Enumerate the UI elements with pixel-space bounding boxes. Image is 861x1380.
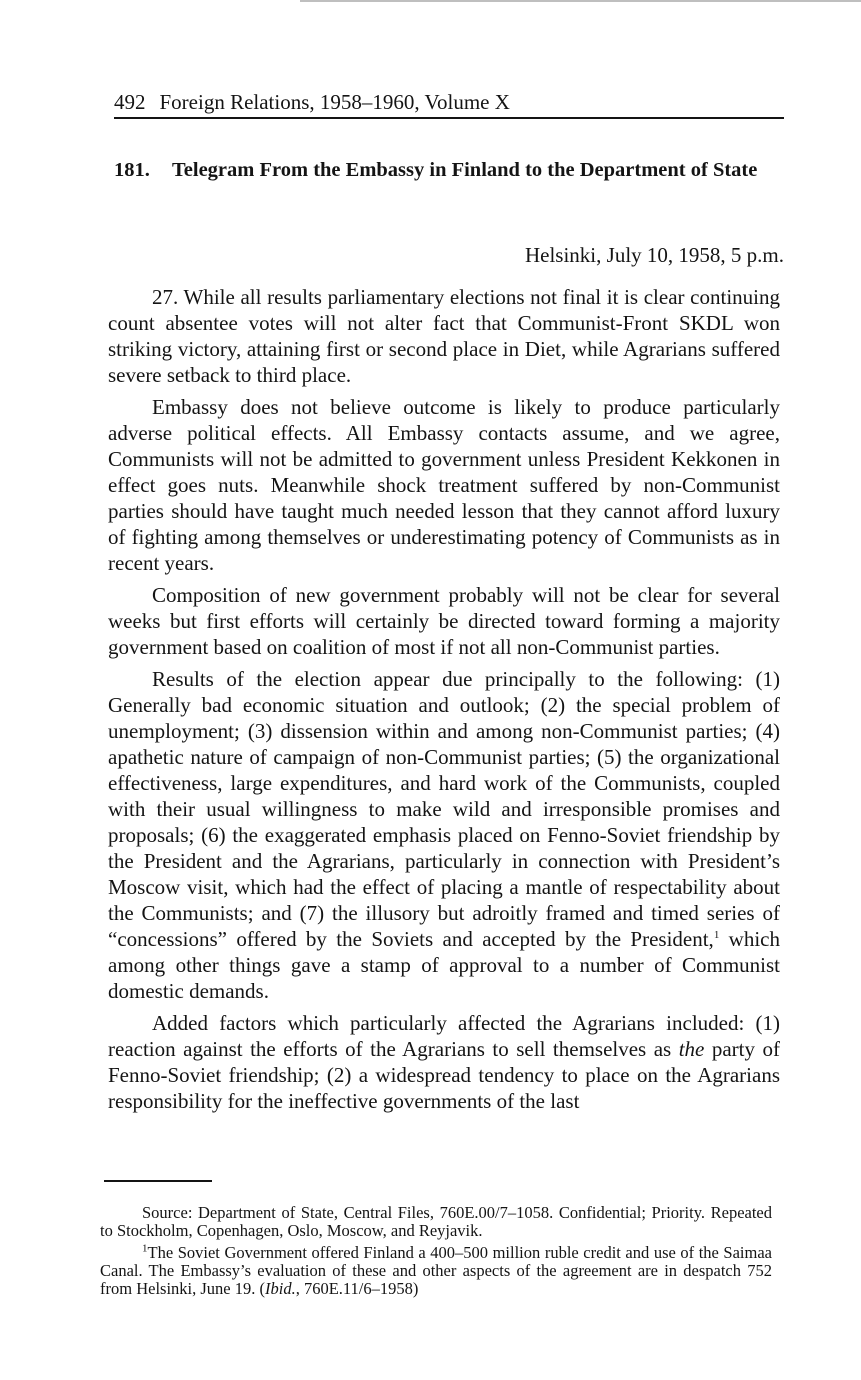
footnote-1-text-a: The Soviet Government offered Finland a 400–500 million ruble credit and use of the Saimaa Canal. The Embassy’s evaluation of these and other aspects of the agreement are in despatch 752 from Helsinki, June 19. ( — [100, 1243, 772, 1298]
footnote-1-text-b: , 760E.11/6–1958) — [295, 1279, 419, 1298]
paragraph-3: Composition of new government probably will not be clear for several weeks but first efforts will certainly be directed toward forming a majority government based on coalition of most if not all non-Communist parties. — [108, 583, 780, 659]
document-number: 181. — [114, 159, 150, 181]
paragraph-4-text-b: which among other things gave a stamp of approval to a number of Communist domestic demands. — [108, 927, 780, 1003]
telegram-body — [108, 284, 780, 1120]
paragraph-2: Embassy does not believe outcome is likely to produce particularly adverse political effects. All Embassy contacts assume, and we agree, Communists will not be admitted to government unless President Kekkonen in effect goes nuts. Meanwhile shock treatment suffered by non-Communist parties should have taught much needed lesson that they cannot afford luxury of fighting among themselves or underestimating potency of Communists as in recent years. — [108, 395, 780, 575]
document-title: Telegram From the Embassy in Finland to the Department of State — [172, 159, 758, 181]
footnote-1 — [100, 1244, 772, 1298]
paragraph-5 — [108, 1010, 780, 1114]
paragraph-5-emphasis: the — [678, 1037, 705, 1061]
running-header — [114, 88, 784, 119]
footnote-1-mark: 1 — [142, 1242, 148, 1255]
source-note: Source: Department of State, Central Files, 760E.00/7–1058. Confidential; Priority. Repeated to Stockholm, Copenhagen, Oslo, Moscow, and Reyjavik. — [100, 1203, 772, 1240]
footnote-ref-1: 1 — [713, 929, 720, 941]
footnotes — [100, 1204, 772, 1302]
top-edge-rule — [300, 0, 861, 2]
paragraph-5-text-b: party of Fenno-Soviet friendship; (2) a widespread tendency to place on the Agrarians responsibility for the ineffective governments of the last — [108, 1037, 780, 1113]
paragraph-5-text-a: Added factors which particularly affected the Agrarians included: (1) reaction against the efforts of the Agrarians to sell themselves as — [108, 1011, 780, 1061]
paragraph-4 — [108, 666, 780, 1004]
running-title: Foreign Relations, 1958–1960, Volume X — [159, 90, 510, 114]
page-number: 492 — [114, 90, 146, 114]
footnote-1-ibid: Ibid. — [264, 1279, 296, 1298]
paragraph-4-text-a: Results of the election appear due principally to the following: (1) Generally bad economic situation and outlook; (2) the special problem of unemployment; (3) dissension within and among non-Communist parties; (4) apathetic nature of campaign of non-Communist parties; (5) the organizational effectiveness, large expenditures, and hard work of the Communists, coupled with their usual willingness to make wild and irresponsible promises and proposals; (6) the exaggerated emphasis placed on Fenno-Soviet friendship by the President and the Agrarians, particularly in connection with President’s Moscow visit, which had the effect of placing a mantle of respectability about the Communists; and (7) the illusory but adroitly framed and timed series of “concessions” offered by the Soviets and accepted by the President, — [108, 667, 780, 951]
document-heading — [114, 158, 784, 182]
dateline: Helsinki, July 10, 1958, 5 p.m. — [524, 243, 784, 267]
paragraph-1: 27. While all results parliamentary elections not final it is clear continuing count absentee votes will not alter fact that Communist-Front SKDL won striking victory, attaining first or second place in Diet, while Agrarians suffered severe setback to third place. — [108, 285, 780, 387]
footnote-divider — [104, 1180, 212, 1182]
